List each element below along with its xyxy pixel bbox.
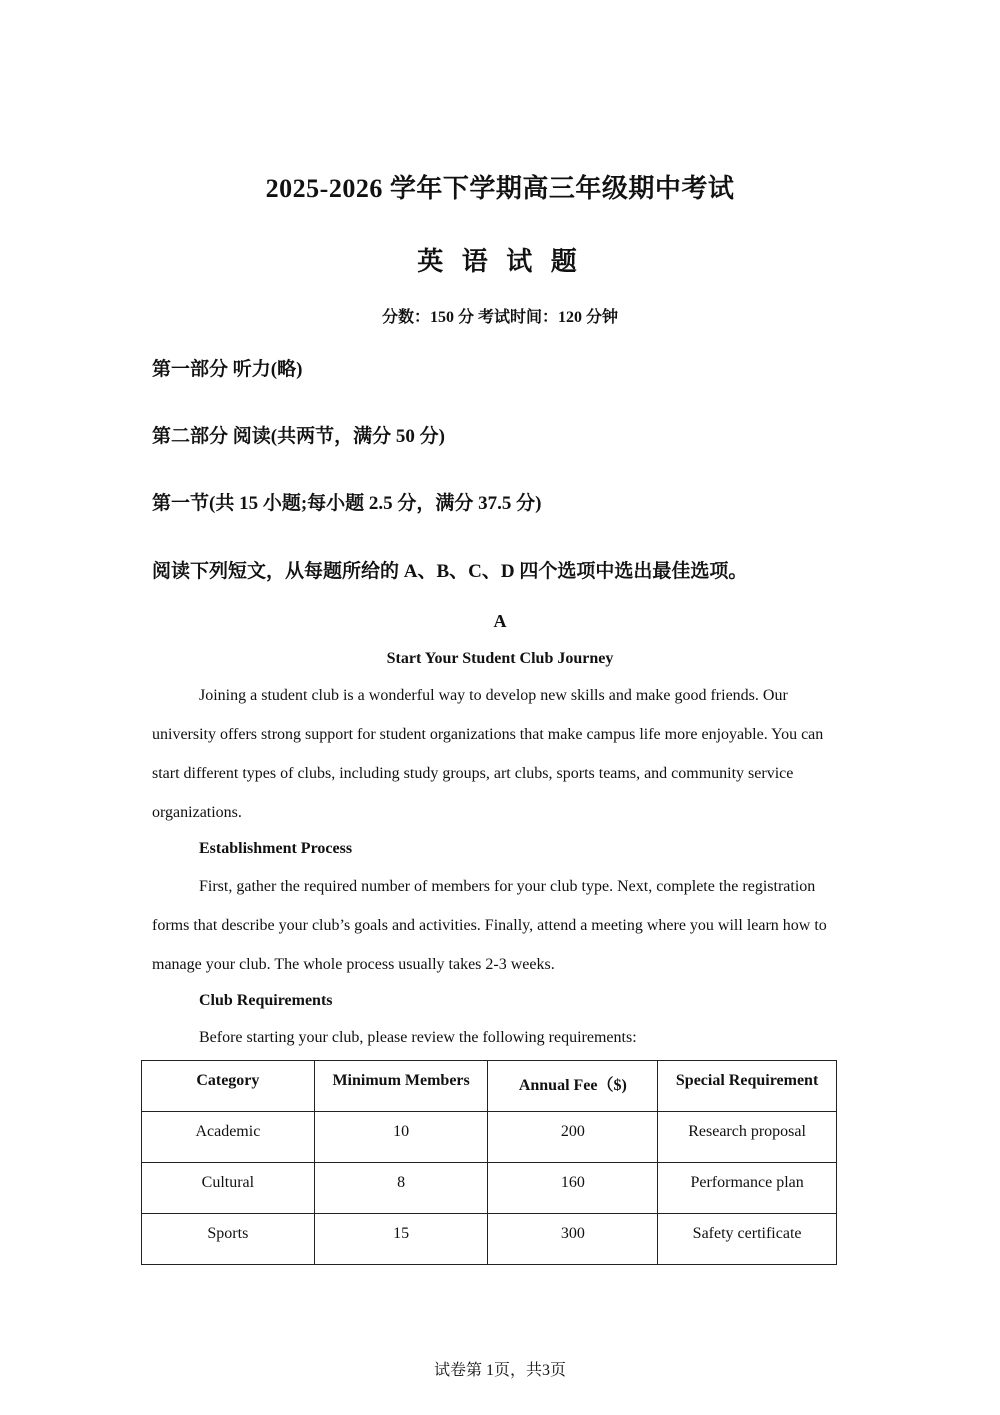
instruction-heading: 阅读下列短文，从每题所给的 A、B、C、D 四个选项中选出最佳选项。 [152, 561, 748, 582]
table-row [142, 1163, 837, 1214]
table-cell: 300 [488, 1214, 658, 1265]
table-header-row [142, 1061, 837, 1112]
part2-heading: 第二部分 阅读(共两节，满分 50 分) [152, 426, 445, 447]
table-cell: 200 [488, 1112, 658, 1163]
table-cell: 10 [314, 1112, 488, 1163]
passage-paragraph-review: Before starting your club, please review the following requirements: [199, 1029, 637, 1046]
table-header-cell: Category [142, 1061, 315, 1112]
exam-meta: 分数：150 分 考试时间：120 分钟 [381, 309, 618, 326]
requirements-table [141, 1060, 837, 1265]
passage-paragraph-intro: Joining a student club is a wonderful way to develop new skills and make good friends. Our university offers strong support for student organizations that make campus life more enjoyable. You can start different types of clubs, including study groups, art clubs, sports teams, and community service organizations. [152, 687, 824, 821]
table-cell: 15 [314, 1214, 488, 1265]
table-header-cell: Special Requirement [658, 1061, 837, 1112]
table-header-cell: Minimum Members [314, 1061, 488, 1112]
exam-subtitle: 英 语 试 题 [417, 247, 583, 276]
table-cell: Performance plan [658, 1163, 837, 1214]
table-row [142, 1214, 837, 1265]
table-header-cell: Annual Fee（$) [488, 1061, 658, 1112]
subheading-requirements: Club Requirements [199, 992, 333, 1009]
table-cell: Academic [142, 1112, 315, 1163]
table-cell: Cultural [142, 1163, 315, 1214]
table-cell: Safety certificate [658, 1214, 837, 1265]
passage-paragraph-process: First, gather the required number of members for your club type. Next, complete the registration forms that describe your club’s goals and activities. Finally, attend a meeting where you will learn how to manage your club. The whole process usually takes 2-3 weeks. [152, 878, 827, 973]
passage-title: Start Your Student Club Journey [386, 650, 614, 667]
exam-title: 2025-2026 学年下学期高三年级期中考试 [265, 174, 735, 203]
passage-label: A [493, 611, 507, 631]
table-cell: 8 [314, 1163, 488, 1214]
subheading-establishment: Establishment Process [199, 840, 353, 857]
table-row [142, 1112, 837, 1163]
part1-heading: 第一部分 听力(略) [152, 359, 303, 380]
table-cell: 160 [488, 1163, 658, 1214]
table-cell: Research proposal [658, 1112, 837, 1163]
page-footer: 试卷第 1页，共3页 [433, 1362, 566, 1379]
section1-heading: 第一节(共 15 小题;每小题 2.5 分，满分 37.5 分) [152, 493, 542, 514]
table-cell: Sports [142, 1214, 315, 1265]
